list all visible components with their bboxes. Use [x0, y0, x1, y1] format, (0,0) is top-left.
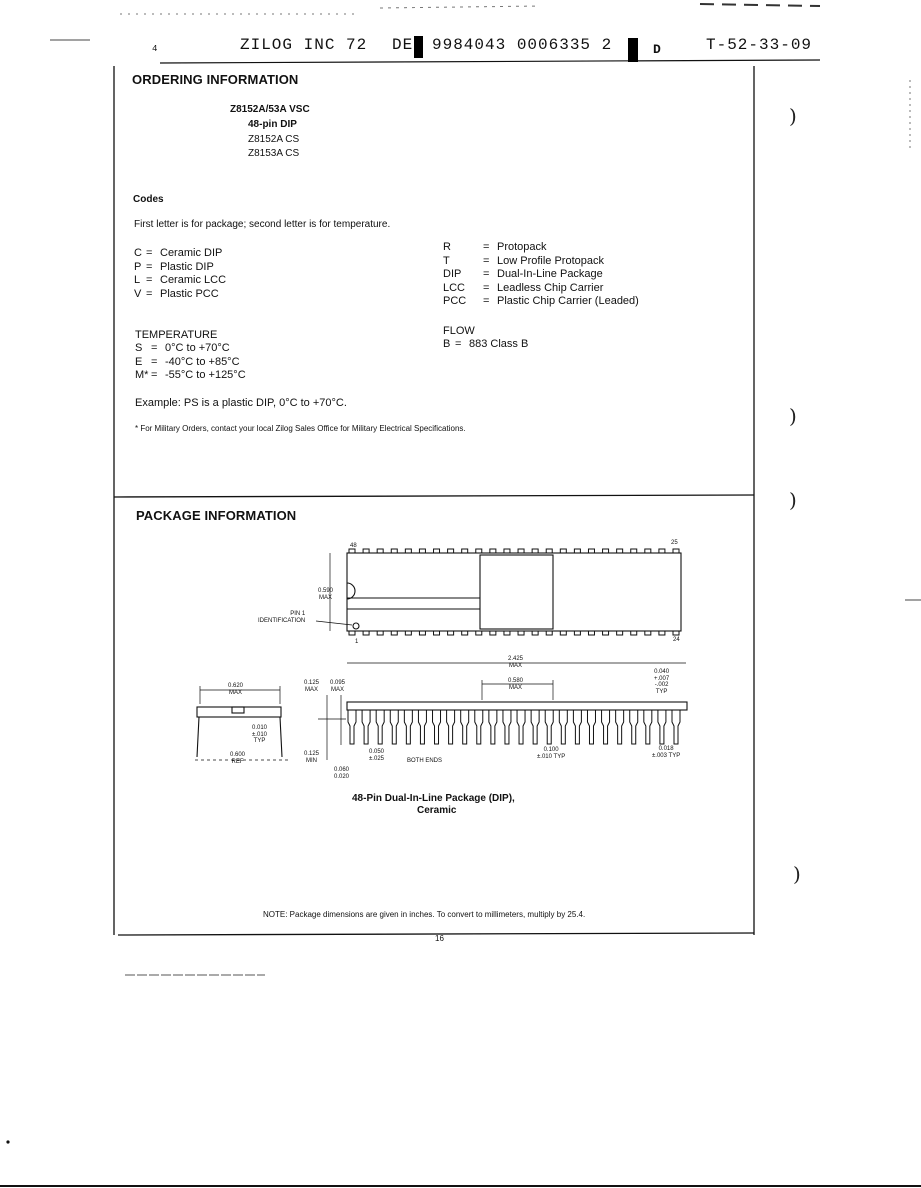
equals: =	[151, 342, 158, 354]
package-caption-line1: 48-Pin Dual-In-Line Package (DIP),	[352, 793, 515, 804]
dip-pin	[617, 631, 623, 635]
equals: =	[483, 295, 490, 308]
dip-lead	[630, 710, 638, 744]
abbr-desc: Dual-In-Line Package	[497, 268, 603, 281]
dip-lead	[418, 710, 426, 744]
dip-pin	[391, 549, 397, 553]
dip-lead	[348, 710, 356, 744]
abbr-desc: Leadless Chip Carrier	[497, 281, 604, 294]
dip-pin	[434, 631, 440, 635]
equals: =	[151, 355, 158, 368]
equals: =	[483, 241, 490, 253]
abbr-desc: Plastic Chip Carrier (Leaded)	[497, 295, 639, 308]
dim-length-max: 2.425 MAX	[508, 656, 524, 669]
dip-lead	[602, 710, 610, 744]
dip-pin	[476, 631, 482, 635]
dip-pin	[546, 631, 552, 635]
package-note: NOTE: Package dimensions are given in inches. To convert to millimeters, multiply by 25.4.	[263, 910, 586, 919]
equals: =	[483, 268, 490, 281]
dim-height-125: 0.125 MAX	[304, 680, 320, 693]
dip-pin	[588, 549, 594, 553]
temperature-title: TEMPERATURE	[135, 329, 218, 341]
equals: =	[146, 287, 153, 300]
dip-lead	[475, 710, 483, 744]
dip-pin	[363, 631, 369, 635]
dip-notch-lines	[347, 598, 480, 609]
dip-pin	[617, 549, 623, 553]
dim-window-max: 0.580 MAX	[508, 678, 524, 691]
dip-lead	[559, 710, 567, 744]
dip-pin	[476, 549, 482, 553]
dip-pin	[448, 631, 454, 635]
dip-notch	[347, 583, 355, 599]
dip-pin	[659, 549, 665, 553]
equals: =	[455, 338, 462, 350]
dim-height-125-min: 0.125 MIN	[304, 751, 320, 764]
dip-pin	[603, 549, 609, 553]
dim-lead-space: 0.010 ±.010 TYP	[252, 725, 268, 744]
dip-pin	[448, 549, 454, 553]
dip-pin	[377, 631, 383, 635]
header-de: DE	[392, 36, 414, 54]
dip-pin	[419, 631, 425, 635]
dip-lead	[404, 710, 412, 744]
equals: =	[146, 260, 153, 273]
package-title: PACKAGE INFORMATION	[136, 508, 297, 523]
dip-pin	[603, 631, 609, 635]
dip-pin	[659, 631, 665, 635]
dim-pitch: 0.100 ±.010 TYP	[537, 747, 566, 760]
dip-lead	[658, 710, 666, 744]
footnote: * For Military Orders, contact your local Zilog Sales Office for Military Electrical Specifications.	[135, 424, 466, 433]
dip-pin	[419, 549, 425, 553]
equals: =	[151, 369, 158, 382]
abbr-desc: Low Profile Protopack	[497, 254, 604, 267]
dim-lead-050: 0.050 ±.025	[369, 749, 385, 762]
dip-lead	[672, 710, 680, 744]
abbr-code: R	[443, 241, 451, 253]
pin-label-48: 48	[350, 543, 357, 549]
margin-bracket: )	[789, 488, 797, 512]
abbr-desc: Protopack	[497, 241, 547, 253]
dip-pin	[462, 549, 468, 553]
dip-pin	[631, 631, 637, 635]
dip-pin	[490, 631, 496, 635]
dip-pin	[532, 631, 538, 635]
abbr-code: LCC	[443, 281, 466, 294]
dip-lead	[517, 710, 525, 744]
pin-label-24: 24	[673, 637, 680, 643]
dip-lead	[616, 710, 624, 744]
dip-pin	[673, 631, 679, 635]
pin-label-1: 1	[355, 639, 359, 645]
code-desc: Plastic DIP	[160, 260, 214, 273]
dip-pin	[574, 631, 580, 635]
dip-pin	[645, 631, 651, 635]
codes-title: Codes	[133, 194, 164, 205]
code-letter: C	[134, 247, 142, 259]
dip-lead	[362, 710, 370, 744]
equals: =	[483, 281, 490, 294]
code-desc: Plastic PCC	[160, 287, 219, 300]
package-heading: 48-pin DIP	[248, 119, 297, 130]
code-letter: V	[134, 287, 142, 300]
pin1-dot	[353, 623, 359, 629]
dip-pin	[377, 549, 383, 553]
abbr-code: T	[443, 254, 450, 267]
ordering-title: ORDERING INFORMATION	[132, 72, 299, 87]
dim-width-max: 0.620 MAX	[228, 683, 244, 696]
header-company: ZILOG INC 72	[240, 36, 368, 54]
dip-pin	[349, 631, 355, 635]
flow-desc: 883 Class B	[469, 338, 529, 350]
part-number: Z8152A CS	[248, 134, 300, 145]
dim-lead-width: 0.040 +.007 -.002 TYP	[654, 669, 670, 695]
dim-height-max: 0.590 MAX	[318, 588, 334, 601]
page-number: 16	[435, 934, 444, 943]
temp-code: M*	[135, 369, 149, 382]
temp-range: 0°C to +70°C	[165, 342, 230, 354]
dip-pin	[490, 549, 496, 553]
code-desc: Ceramic LCC	[160, 274, 227, 287]
dip-lead	[390, 710, 398, 744]
dip-pin	[363, 549, 369, 553]
dip-lead	[531, 710, 539, 744]
dip-pin	[504, 631, 510, 635]
part-number: Z8153A CS	[248, 148, 300, 159]
code-letter: L	[134, 274, 141, 287]
equals: =	[146, 247, 153, 259]
dim-lead-thickness: 0.018 ±.003 TYP	[652, 746, 681, 759]
abbr-code: PCC	[443, 295, 467, 308]
dip-window	[480, 555, 553, 629]
dip-pin	[560, 549, 566, 553]
code-desc: Ceramic DIP	[160, 247, 223, 259]
dip-lead	[503, 710, 511, 744]
dip-pin	[391, 631, 397, 635]
temp-code: S	[135, 342, 143, 354]
dip-lead	[573, 710, 581, 744]
dip-lead	[489, 710, 497, 744]
dip-lead	[447, 710, 455, 744]
code-letter: P	[134, 260, 142, 273]
dip-pin	[518, 549, 524, 553]
margin-bracket: )	[789, 104, 797, 128]
margin-bracket: )	[789, 404, 797, 428]
pin1-identification-label: PIN 1 IDENTIFICATION	[258, 611, 306, 624]
dip-lead	[461, 710, 469, 744]
temp-code: E	[135, 355, 143, 368]
dip-pin	[349, 549, 355, 553]
example-text: Example: PS is a plastic DIP, 0°C to +70°C.	[135, 397, 347, 409]
dim-both-ends: BOTH ENDS	[407, 758, 443, 764]
dip-pin	[532, 549, 538, 553]
dip-pin	[405, 631, 411, 635]
abbr-code: DIP	[443, 268, 462, 281]
dim-height-095: 0.095 MAX	[330, 680, 346, 693]
package-caption-line2: Ceramic	[417, 805, 457, 816]
header-codes: 9984043 0006335 2	[432, 36, 613, 54]
dip-pin	[631, 549, 637, 553]
dip-pin	[546, 549, 552, 553]
dip-pin	[560, 631, 566, 635]
margin-bracket: )	[793, 862, 801, 886]
dip-pin	[588, 631, 594, 635]
dip-lead	[433, 710, 441, 744]
dip-pin	[405, 549, 411, 553]
dim-060: 0.060 0.020	[334, 767, 350, 780]
temp-range: -55°C to +125°C	[165, 369, 246, 382]
temp-range: -40°C to +85°C	[165, 355, 240, 368]
dim-ref: 0.600 REF	[230, 752, 246, 765]
dip-pin	[574, 549, 580, 553]
dip-pin	[504, 549, 510, 553]
dip-pin	[462, 631, 468, 635]
dip-lead	[587, 710, 595, 744]
header-doc-ref: T-52-33-09	[706, 36, 813, 54]
dip-end-view	[195, 686, 290, 760]
dip-lead	[376, 710, 384, 744]
equals: =	[146, 274, 153, 287]
pin-label-25: 25	[671, 540, 678, 546]
dip-pin	[518, 631, 524, 635]
dip-lead	[545, 710, 553, 744]
dip-pin	[434, 549, 440, 553]
header-left-mark: 4	[152, 44, 159, 54]
dip-pin	[673, 549, 679, 553]
equals: =	[483, 254, 490, 267]
dip-pin	[645, 549, 651, 553]
dip-top-body	[347, 553, 681, 631]
part-heading: Z8152A/53A VSC	[230, 104, 310, 115]
dip-lead	[644, 710, 652, 744]
flow-code: B	[443, 338, 451, 350]
header-d-mark: D	[653, 42, 662, 57]
codes-intro: First letter is for package; second letter is for temperature.	[134, 219, 391, 230]
flow-title: FLOW	[443, 325, 475, 337]
